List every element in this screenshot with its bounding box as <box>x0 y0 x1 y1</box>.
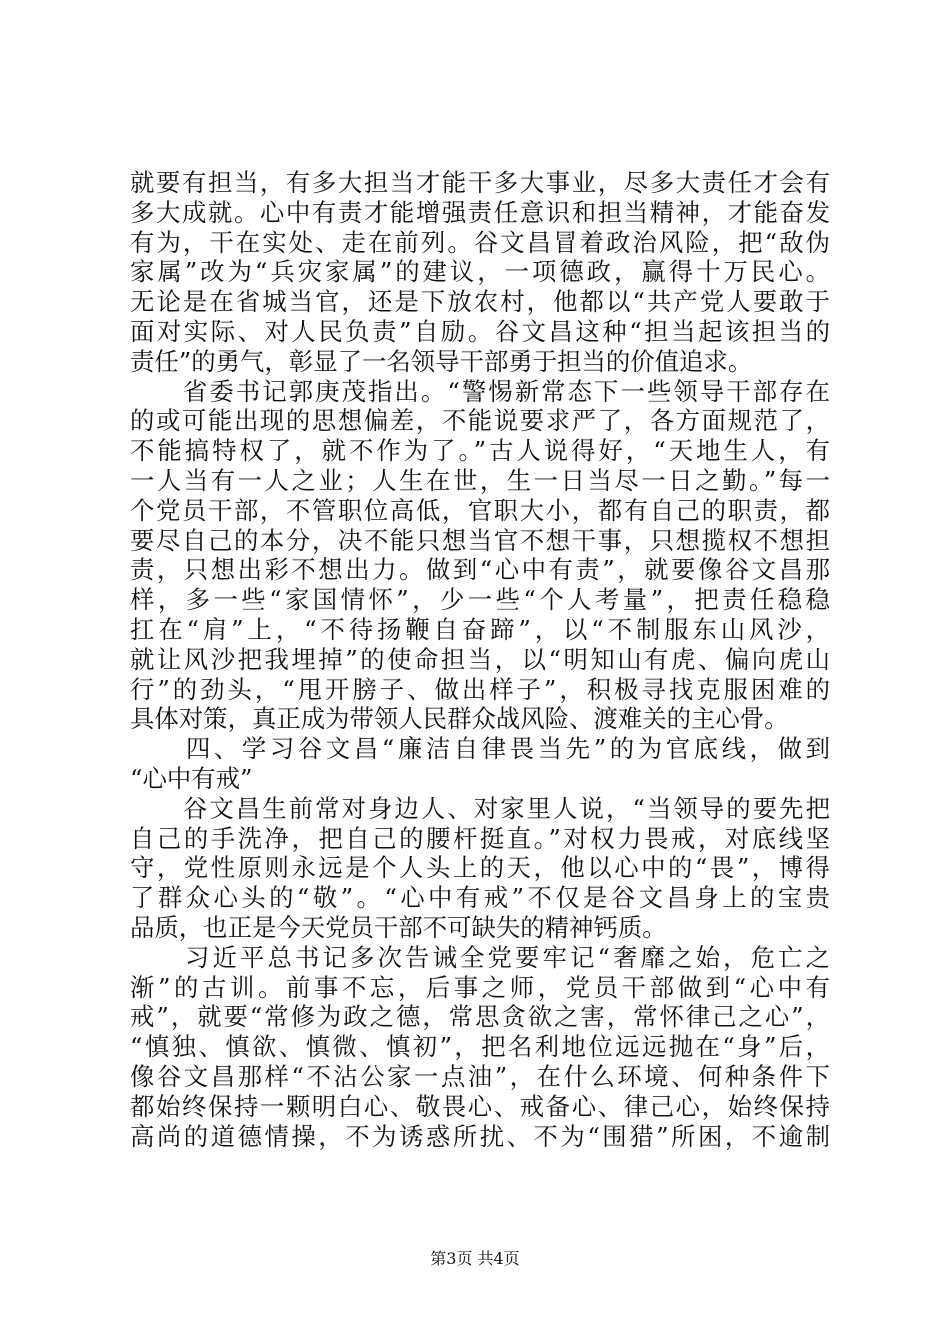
text-line: 家属”改为“兵灾家属”的建议，一项德政，赢得十万民心。 <box>130 257 830 287</box>
text-line: 守，党性原则永远是个人头上的天，他以心中的“畏”，博得 <box>130 853 830 883</box>
text-line: 要尽自己的本分，决不能只想当官不想干事，只想揽权不想担 <box>130 525 830 555</box>
text-line: 个党员干部，不管职位高低，官职大小，都有自己的职责，都 <box>130 495 830 525</box>
text-line: 品质，也正是今天党员干部不可缺失的精神钙质。 <box>130 912 667 942</box>
document-body <box>130 168 830 1151</box>
text-line: 省委书记郭庚茂指出。“警惕新常态下一些领导干部存在 <box>130 376 830 406</box>
text-line: 都始终保持一颗明白心、敬畏心、戒备心、律己心，始终保持 <box>130 1091 830 1121</box>
text-line: 责，只想出彩不想出力。做到“心中有责”，就要像谷文昌那 <box>130 555 830 585</box>
text-line: 具体对策，真正成为带领人民群众战风险、渡难关的主心骨。 <box>130 704 789 734</box>
text-line: 责任”的勇气，彰显了一名领导干部勇于担当的价值追求。 <box>130 346 753 376</box>
text-line: 渐”的古训。前事不忘，后事之师，党员干部做到“心中有 <box>130 972 830 1002</box>
text-line: 高尚的道德情操，不为诱惑所扰、不为“围猎”所困，不逾制 <box>130 1121 830 1151</box>
text-line: 面对实际、对人民负责”自励。谷文昌这种“担当起该担当的 <box>130 316 830 346</box>
text-line: 不能搞特权了，就不作为了。”古人说得好，“天地生人，有 <box>130 436 830 466</box>
text-line: 无论是在省城当官，还是下放农村，他都以“共产党人要敢于 <box>130 287 830 317</box>
text-line: “慎独、慎欲、慎微、慎初”，把名利地位远远抛在“身”后， <box>130 1032 830 1062</box>
section-heading-line: “心中有戒” <box>130 763 253 793</box>
text-line: 自己的手洗净，把自己的腰杆挺直。”对权力畏戒，对底线坚 <box>130 823 830 853</box>
text-line: 有为，干在实处、走在前列。谷文昌冒着政治风险，把“敌伪 <box>130 227 830 257</box>
text-line: 就要有担当，有多大担当才能干多大事业，尽多大责任才会有 <box>130 168 830 197</box>
text-line: 习近平总书记多次告诫全党要牢记“奢靡之始，危亡之 <box>130 942 830 972</box>
text-line: 就让风沙把我埋掉”的使命担当，以“明知山有虎、偏向虎山 <box>130 644 830 674</box>
text-line: 多大成就。心中有责才能增强责任意识和担当精神，才能奋发 <box>130 197 830 227</box>
text-line: 戒”，就要“常修为政之德，常思贪欲之害，常怀律己之心”， <box>130 1002 830 1032</box>
page-number-footer: 第3页 共4页 <box>430 1249 520 1268</box>
text-line: 一人当有一人之业；人生在世，生一日当尽一日之勤。”每一 <box>130 465 830 495</box>
text-line: 的或可能出现的思想偏差，不能说要求严了，各方面规范了， <box>130 406 830 436</box>
text-line: 像谷文昌那样“不沾公家一点油”，在什么环境、何种条件下 <box>130 1061 830 1091</box>
section-heading-line: 四、学习谷文昌“廉洁自律畏当先”的为官底线，做到 <box>130 734 830 764</box>
text-line: 扛在“肩”上，“不待扬鞭自奋蹄”，以“不制服东山风沙， <box>130 614 830 644</box>
text-line: 行”的劲头，“甩开膀子、做出样子”，积极寻找克服困难的 <box>130 674 830 704</box>
text-line: 样，多一些“家国情怀”，少一些“个人考量”，把责任稳稳 <box>130 585 830 615</box>
text-line: 了群众心头的“敬”。“心中有戒”不仅是谷文昌身上的宝贵 <box>130 883 830 913</box>
text-line: 谷文昌生前常对身边人、对家里人说，“当领导的要先把 <box>130 793 830 823</box>
